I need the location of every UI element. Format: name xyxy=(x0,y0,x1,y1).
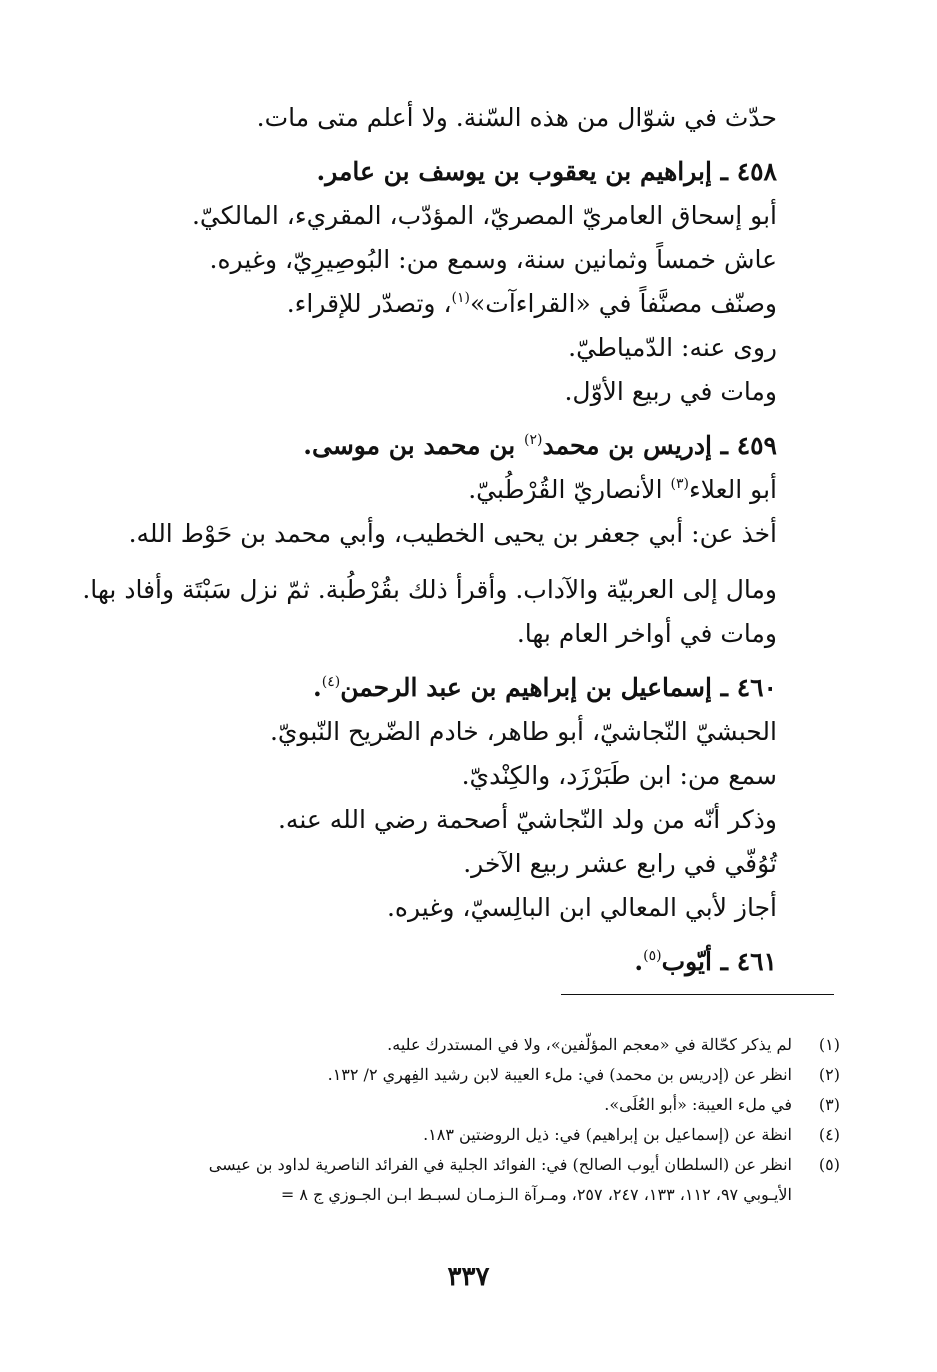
entry-460-line: تُوُفّي في رابع عشر ربيع الآخر. xyxy=(463,849,777,878)
entry-460-line: الحبشيّ النّجاشيّ، أبو طاهر، خادم الضّريح النّبويّ. xyxy=(269,717,777,746)
entry-460-line: أجاز لأبي المعالي ابن البالِسيّ، وغيره. xyxy=(386,893,777,922)
entry-460-line: سمع من: ابن طَبَرْزَد، والكِنْديّ. xyxy=(461,761,777,790)
entry-458-heading xyxy=(97,150,777,194)
main-text xyxy=(82,96,777,984)
footnote-text: لم يذكر كحّالة في «معجم المؤلّفين»، ولا في المستدرك عليه. xyxy=(387,1035,792,1054)
footnote-text: في ملء العيبة: «أبو العُلَى». xyxy=(604,1095,792,1114)
entry-458-line: روى عنه: الدّمياطيّ. xyxy=(568,333,777,362)
footnote-item xyxy=(120,1090,840,1120)
entry-458-line: ومات في ربيع الأوّل. xyxy=(564,377,777,406)
entry-458-line: عاش خمساً وثمانين سنة، وسمع من: البُوصِيرِيّ، وغيره. xyxy=(209,245,777,274)
footnote-text: انظر عن (إدريس بن محمد) في: ملء العيبة لابن رشيد الفِهري ٢/ ١٣٢. xyxy=(327,1065,792,1084)
entry-461-number: ٤٦١ ـ xyxy=(720,947,777,976)
footnote-mark: (٤) xyxy=(818,1125,840,1144)
entry-460-title: إسماعيل بن إبراهيم بن عبد الرحمن xyxy=(340,673,712,702)
footnote-ref-2[interactable]: (٢) xyxy=(524,432,543,449)
footnote-text: انظة عن (إسماعيل بن إبراهيم) في: ذيل الروضتين ١٨٣. xyxy=(423,1125,792,1144)
entry-461-title-end: . xyxy=(634,947,644,976)
footnote-ref-1[interactable]: (١) xyxy=(451,290,470,307)
footnote-text-continuation: الأيـوبي ٩٧، ١١٢، ١٣٣، ٢٤٧، ٢٥٧، ومـرآة الـزمـان لسبـط ابـن الجـوزي ج ٨ = xyxy=(280,1185,792,1204)
entry-458-number: ٤٥٨ ـ xyxy=(720,157,777,186)
text-line-continuation: حدّث في شوّال من هذه السّنة. ولا أعلم متى مات. xyxy=(256,103,777,132)
footnote-item xyxy=(120,1060,840,1090)
footnote-item xyxy=(120,1150,840,1210)
footnote-mark: (٥) xyxy=(818,1155,840,1174)
footnote-text-line: انظر عن (السلطان أيوب الصالح) في: الفوائد الجلية في الفرائد الناصرية لداود بن عيسى xyxy=(208,1155,792,1174)
entry-458-line-with-footnote xyxy=(97,282,777,326)
footnote-item xyxy=(120,1030,840,1060)
entry-460-heading xyxy=(97,666,777,710)
entry-459-line: ومال إلى العربيّة والآداب. وأقرأ ذلك بقُرْطُبة. ثمّ نزل سَبْتَة وأفاد بها. xyxy=(82,575,777,604)
entry-459-line: ومات في أواخر العام بها. xyxy=(516,619,777,648)
entry-460-number: ٤٦٠ ـ xyxy=(720,673,777,702)
footnote-ref-3[interactable]: (٣) xyxy=(670,476,689,493)
footnote-mark: (٣) xyxy=(818,1095,840,1114)
footnote-ref-4[interactable]: (٤) xyxy=(321,674,341,691)
footnote-mark: (٢) xyxy=(818,1065,840,1084)
entry-458-line: أبو إسحاق العامريّ المصريّ، المؤدّب، المقريء، المالكيّ. xyxy=(191,201,777,230)
entry-459-title-end: بن محمد بن موسى. xyxy=(303,431,516,460)
entry-459-line: أخذ عن: أبي جعفر بن يحيى الخطيب، وأبي محمد بن حَوْط الله. xyxy=(128,519,777,548)
entry-460-title-end: . xyxy=(313,673,322,702)
text-segment: أبو العلاء xyxy=(688,475,777,504)
entry-459-kunya-line xyxy=(97,468,777,512)
entry-459-number: ٤٥٩ ـ xyxy=(720,431,777,460)
entry-459-title: إدريس بن محمد xyxy=(542,431,712,460)
entry-459-heading xyxy=(97,424,777,468)
footnote-text xyxy=(120,1150,792,1210)
entry-458-title: إبراهيم بن يعقوب بن يوسف بن عامر. xyxy=(316,157,712,186)
text-segment: وصنّف مصنَّفاً في «القراءآت» xyxy=(469,289,777,318)
entry-461-heading xyxy=(97,940,777,984)
entry-460-line: وذكر أنّه من ولد النّجاشيّ أصحمة رضي الله عنه. xyxy=(277,805,777,834)
footnotes xyxy=(120,1030,840,1210)
text-segment: ، وتصدّر للإقراء. xyxy=(286,289,452,318)
entry-461-title: أيّوب xyxy=(661,947,712,976)
footnote-item xyxy=(120,1120,840,1150)
footnote-divider xyxy=(561,994,834,995)
text-segment: الأنصاريّ القُرْطُبيّ. xyxy=(468,475,663,504)
footnote-ref-5[interactable]: (٥) xyxy=(643,948,662,965)
page-number: ٣٣٧ xyxy=(447,1262,490,1292)
footnote-mark: (١) xyxy=(818,1035,840,1054)
